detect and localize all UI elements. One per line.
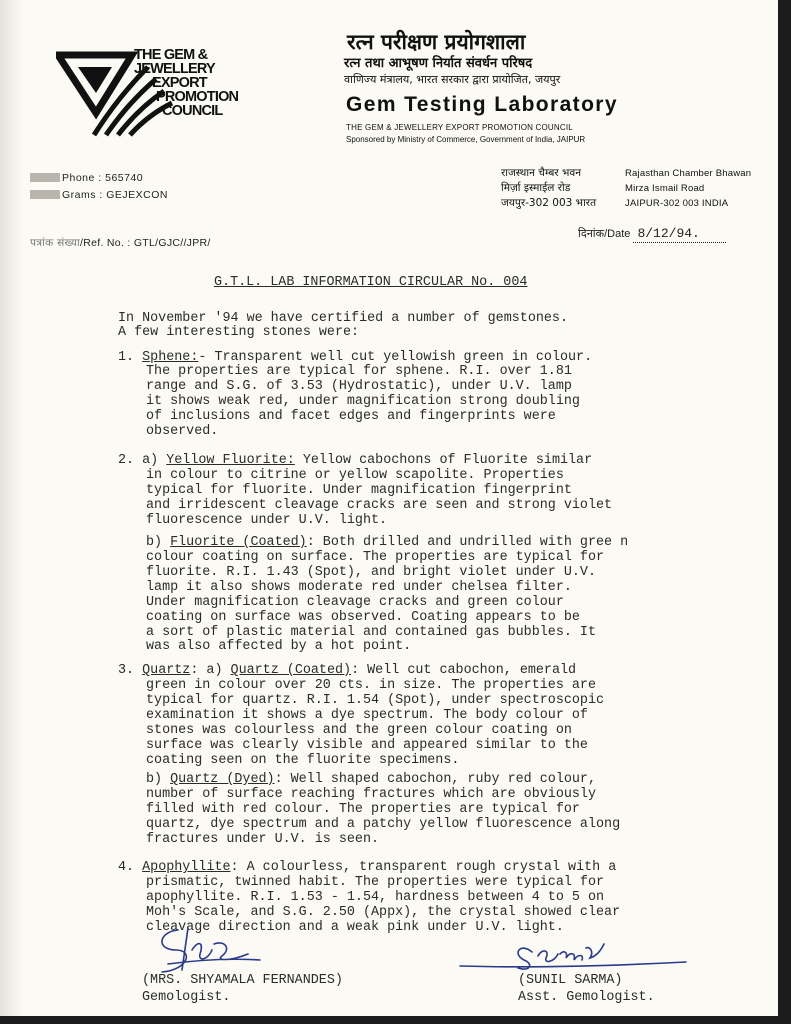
logo-line: JEWELLERY <box>134 61 215 77</box>
item-text: range and S.G. of 3.53 (Hydrostatic), under U.V. lamp <box>146 379 572 394</box>
item-text: examination it shows a dye spectrum. The body colour of <box>146 708 588 723</box>
grams-line <box>30 189 168 201</box>
logo-line: EXPORT <box>152 75 207 91</box>
item-heading: Yellow Fluorite: <box>166 453 295 468</box>
page-binding-shadow <box>0 0 24 1016</box>
logo-line: PROMOTION <box>156 89 239 105</box>
item-text: and irridescent cleavage cracks are seen and strong violet <box>146 498 613 513</box>
item-text: prismatic, twinned habit. The properties were typical for <box>146 875 605 890</box>
item-text: fluorescence under U.V. light. <box>146 513 388 528</box>
address-english <box>625 166 751 211</box>
item-number: 3. <box>118 663 135 678</box>
address-line: मिर्ज़ा इस्माईल रोड <box>501 182 571 194</box>
item-text: coating on surface was observed. Coating appears to be <box>146 610 580 625</box>
logo-line: THE GEM & <box>134 47 208 63</box>
item-text: : A colourless, transparent rough crystal with a <box>230 860 617 875</box>
hindi-council-subtitle: रत्न तथा आभूषण निर्यात संवर्धन परिषद <box>344 56 533 71</box>
item-text: lamp it also shows moderate red under chelsea filter. <box>146 580 572 595</box>
item-text: number of surface reaching fractures which are obviously <box>146 787 596 802</box>
reference-number <box>30 236 211 250</box>
list-item <box>118 350 592 365</box>
item-heading: Sphene: <box>142 350 199 365</box>
intro-line: In November '94 we have certified a number of gemstones. <box>118 311 568 326</box>
signatory-left-title: Gemologist. <box>142 990 231 1005</box>
address-line: जयपुर-302 003 भारत <box>501 197 597 209</box>
date-value: 8/12/94. <box>633 226 725 243</box>
list-item <box>118 453 592 468</box>
item-subheading: Quartz (Coated) <box>230 663 352 678</box>
item-text: stones was colourless and the green colour coating on <box>146 723 572 738</box>
scan-right-edge <box>778 0 791 1024</box>
circular-title: G.T.L. LAB INFORMATION CIRCULAR No. 004 <box>214 275 528 290</box>
item-text: in colour to citrine or yellow scapolite. Properties <box>146 468 564 483</box>
item-text: : Well cut cabochon, emerald <box>351 663 577 678</box>
council-logo-text <box>134 48 274 118</box>
item-text: fluorite. R.I. 1.43 (Spot), and bright violet under U.V. <box>146 565 596 580</box>
intro-line: A few interesting stones were: <box>118 325 360 340</box>
date-label-hindi: दिनांक <box>578 227 605 240</box>
phone-text: Phone : 565740 <box>62 172 144 184</box>
item-text: typical for quartz. R.I. 1.54 (Spot), under spectroscopic <box>146 693 605 708</box>
address-line: Rajasthan Chamber Bhawan <box>625 168 752 179</box>
lab-name: Gem Testing Laboratory <box>346 93 618 116</box>
signature-left-icon <box>148 920 268 978</box>
signatory-right-name: (SUNIL SARMA) <box>518 973 623 988</box>
item-text: : Both drilled and undrilled with gree n <box>306 535 629 550</box>
date-label: /Date <box>604 228 631 240</box>
item-text: cleavage direction and a weak pink under U.V. light. <box>146 920 564 935</box>
item-heading: Fluorite (Coated) <box>170 535 307 550</box>
item-text: observed. <box>146 424 219 439</box>
address-line: Mirza Ismail Road <box>625 183 705 194</box>
item-number: 4. <box>118 860 135 875</box>
item-heading: Apophyllite <box>142 860 231 875</box>
item-text: : Well shaped cabochon, ruby red colour, <box>274 772 597 787</box>
item-text: filled with red colour. The properties are typical for <box>146 802 580 817</box>
logo-line: COUNCIL <box>162 103 223 119</box>
item-text: - Transparent well cut yellowish green in colour. <box>198 350 593 365</box>
item-text: The properties are typical for sphene. R.I. over 1.81 <box>146 364 572 379</box>
sponsor-line: Sponsored by Ministry of Commerce, Government of India, JAIPUR <box>346 135 586 144</box>
item-text: fractures under U.V. is seen. <box>146 832 380 847</box>
item-text: quartz, dye spectrum and a patchy yellow fluorescence along <box>146 817 621 832</box>
signature-right-icon <box>450 928 690 978</box>
signatory-right-title: Asst. Gemologist. <box>518 990 655 1005</box>
address-line: JAIPUR-302 003 INDIA <box>625 198 729 209</box>
item-text: was also affected by a hot point. <box>146 639 412 654</box>
list-item <box>118 663 576 678</box>
item-text: Moh's Scale, and S.G. 2.50 (Appx), the crystal showed clear <box>146 905 621 920</box>
item-text: surface was clearly visible and appeared similar to the <box>146 738 588 753</box>
item-text: a sort of plastic material and contained gas bubbles. It <box>146 625 596 640</box>
item-number: 1. <box>118 350 135 365</box>
ref-text: /Ref. No. : GTL/GJC//JPR/ <box>80 237 211 249</box>
list-item <box>118 860 616 875</box>
item-text: it shows weak red, under magnification strong doubling <box>146 394 580 409</box>
item-text: colour coating on surface. The properties are typical for <box>146 550 605 565</box>
list-item <box>146 772 596 787</box>
phone-line <box>30 172 143 184</box>
address-line: राजस्थान चैम्बर भवन <box>501 167 582 179</box>
item-number: 2. <box>118 453 135 468</box>
item-heading: Quartz <box>142 663 191 678</box>
item-text: coating seen on the fluorite specimens. <box>146 753 460 768</box>
item-prefix: a) <box>142 453 167 468</box>
item-text: typical for fluorite. Under magnification fingerprint <box>146 483 572 498</box>
hindi-ministry-line: वाणिज्य मंत्रालय, भारत सरकार द्वारा प्रायोजित, जयपुर <box>344 73 561 86</box>
item-text: Yellow cabochons of Fluorite similar <box>294 453 593 468</box>
grams-text: Grams : GEJEXCON <box>62 189 169 201</box>
item-prefix: b) <box>146 535 171 550</box>
letter-date <box>578 226 726 241</box>
ref-label-hindi: पत्रांक संख्या <box>30 237 81 249</box>
address-hindi <box>501 166 596 211</box>
item-text: of inclusions and facet edges and fingerprints were <box>146 409 556 424</box>
item-text: green in colour over 20 cts. in size. The properties are <box>146 678 596 693</box>
council-name: THE GEM & JEWELLERY EXPORT PROMOTION COUNCIL <box>346 123 573 132</box>
item-text: : a) <box>190 663 231 678</box>
hindi-lab-title: रत्न परीक्षण प्रयोगशाला <box>347 30 526 54</box>
item-heading: Quartz (Dyed) <box>170 772 275 787</box>
scan-bottom-edge <box>0 1016 791 1024</box>
list-item <box>146 535 628 550</box>
item-text: apophyllite. R.I. 1.53 - 1.54, hardness between 4 to 5 on <box>146 890 605 905</box>
signatory-left-name: (MRS. SHYAMALA FERNANDES) <box>142 973 343 988</box>
item-prefix: b) <box>146 772 171 787</box>
item-text: Under magnification cleavage cracks and green colour <box>146 595 564 610</box>
